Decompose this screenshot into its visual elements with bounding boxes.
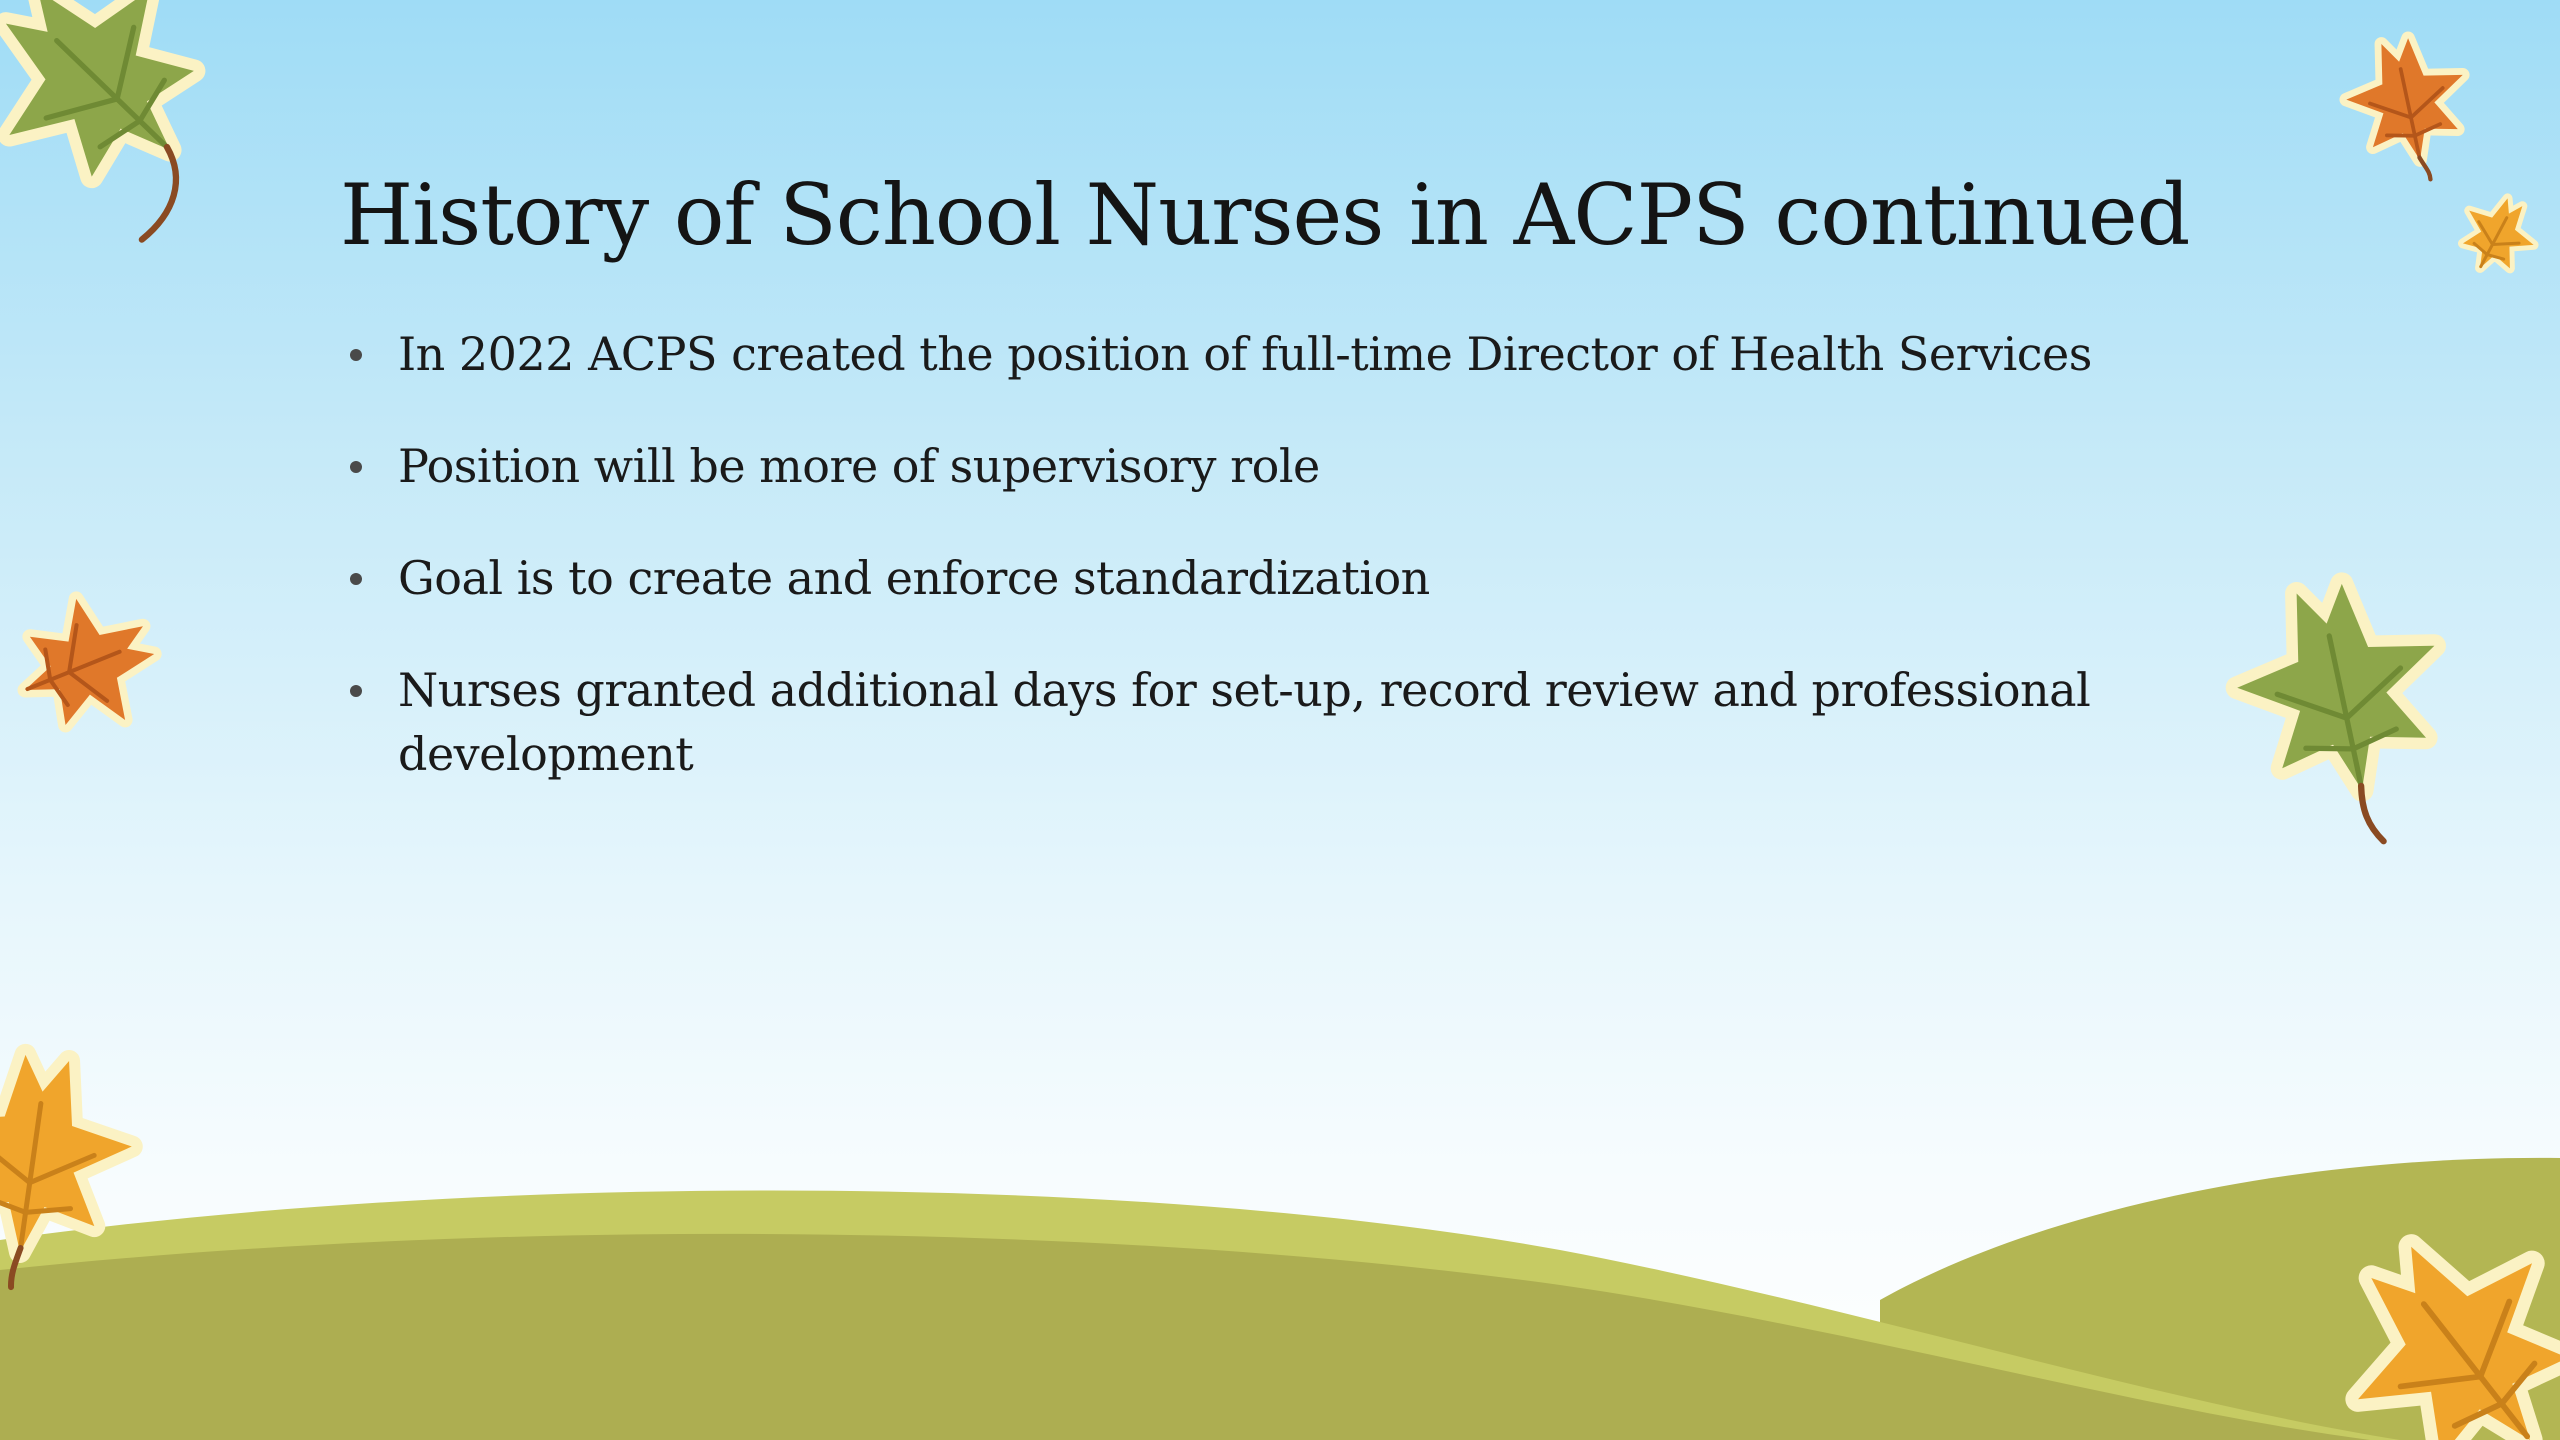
maple-leaf-icon <box>1 580 173 751</box>
bullet-item: Position will be more of supervisory role <box>340 434 2120 498</box>
maple-leaf-icon <box>2221 568 2472 865</box>
maple-leaf-icon <box>2337 29 2483 193</box>
bullet-item: Goal is to create and enforce standardization <box>340 546 2120 610</box>
slide-title: History of School Nurses in ACPS continued <box>340 166 2190 264</box>
bullet-item: Nurses granted additional days for set-up, record review and professional development <box>340 658 2120 786</box>
bullet-list <box>340 322 2120 834</box>
maple-leaf-icon <box>2448 185 2547 285</box>
maple-leaf-icon <box>0 0 271 252</box>
bullet-item: In 2022 ACPS created the position of full-time Director of Health Services <box>340 322 2120 386</box>
hills <box>0 1158 2560 1440</box>
